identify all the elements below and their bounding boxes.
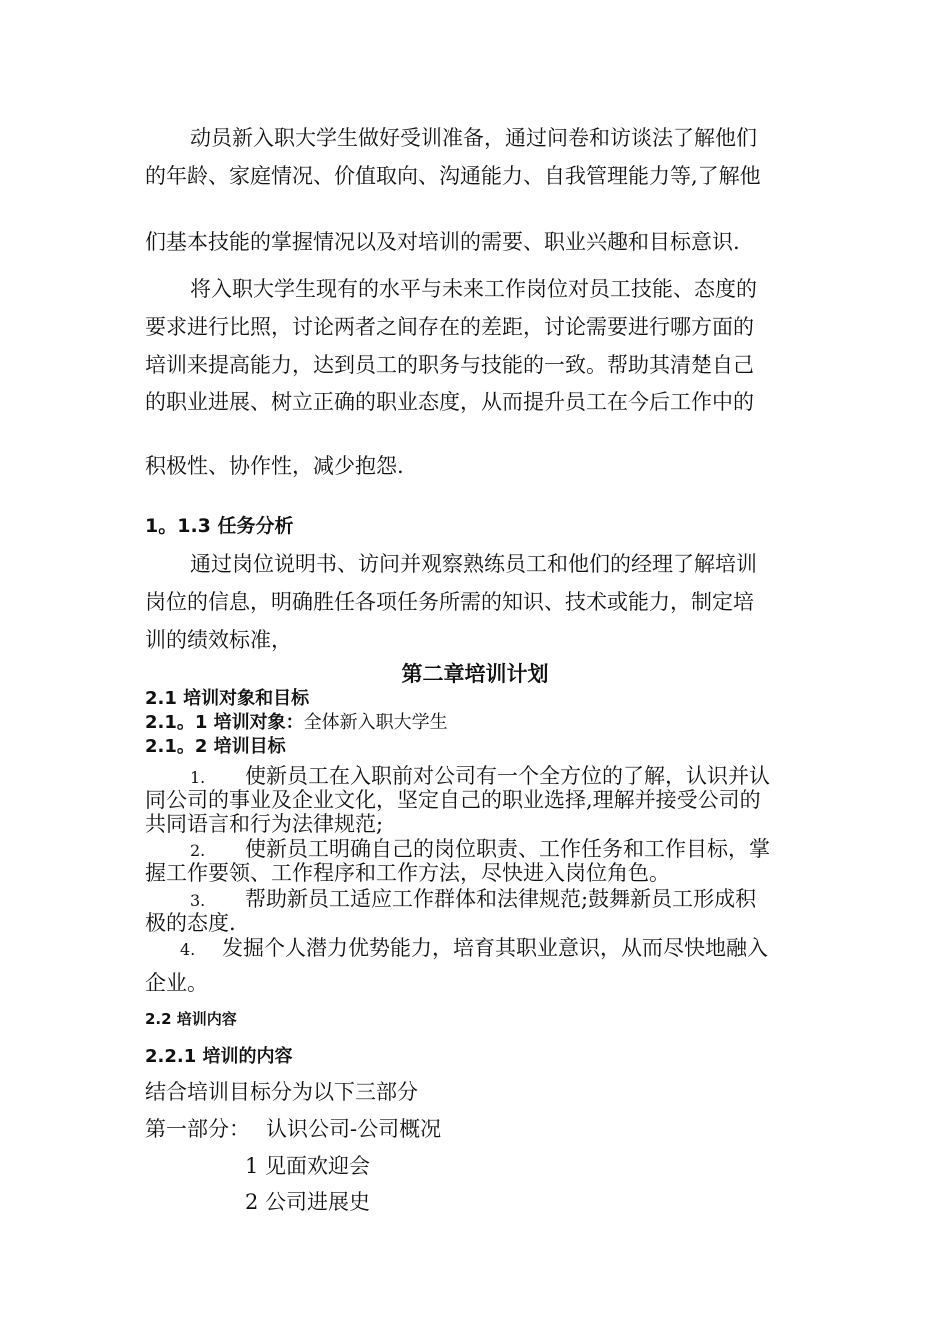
- list-item-line: 同公司的事业及企业文化，坚定自己的职业选择,理解并接受公司的: [145, 788, 761, 812]
- paragraph-line: 结合培训目标分为以下三部分: [145, 1080, 418, 1104]
- paragraph-line: 们基本技能的掌握情况以及对培训的需要、职业兴趣和目标意识.: [145, 230, 740, 254]
- list-number: 4.: [180, 940, 196, 959]
- section-heading-2-2: 2.2 培训内容: [145, 1010, 237, 1028]
- paragraph-line: 训的绩效标准，: [145, 628, 292, 652]
- section-heading-2-2-1: 2.2.1 培训的内容: [145, 1046, 293, 1067]
- list-number: 2.: [190, 841, 206, 860]
- part-line: [145, 1113, 441, 1143]
- list-number: 1.: [190, 768, 206, 787]
- heading-label: 2.1。1 培训对象：: [145, 712, 304, 733]
- list-text: 发掘个人潜力优势能力，培育其职业意识，从而尽快地融入: [222, 936, 768, 960]
- list-item-line: 握工作要领、工作程序和工作方法，尽快进入岗位角色。: [145, 861, 670, 885]
- list-text: 帮助新员工适应工作群体和法律规范;鼓舞新员工形成积: [245, 887, 757, 911]
- list-item: [180, 932, 768, 962]
- list-item: [190, 883, 756, 913]
- paragraph-line: 要求进行比照，讨论两者之间存在的差距，讨论需要进行哪方面的: [145, 315, 754, 339]
- section-heading-2-1-1: [145, 708, 448, 734]
- paragraph-line: 培训来提高能力，达到员工的职务与技能的一致。帮助其清楚自己: [145, 353, 754, 377]
- paragraph-line: 的职业进展、树立正确的职业态度，从而提升员工在今后工作中的: [145, 390, 754, 414]
- paragraph-line: 将入职大学生现有的水平与未来工作岗位对员工技能、态度的: [190, 277, 757, 301]
- section-heading-2-1: 2.1 培训对象和目标: [145, 688, 310, 709]
- chapter-title: 第二章培训计划: [401, 662, 549, 686]
- paragraph-line: 的年龄、家庭情况、价值取向、沟通能力、自我管理能力等,了解他: [145, 164, 761, 188]
- list-text: 使新员工在入职前对公司有一个全方位的了解，认识并认: [245, 764, 770, 788]
- paragraph-line: 动员新入职大学生做好受训准备，通过问卷和访谈法了解他们: [190, 126, 757, 150]
- paragraph-line: 通过岗位说明书、访问并观察熟练员工和他们的经理了解培训: [190, 552, 757, 576]
- section-heading-1-1-3: 1。1.3 任务分析: [145, 515, 294, 537]
- section-heading-2-1-2: 2.1。2 培训目标: [145, 736, 286, 757]
- part-label: 第一部分：: [145, 1117, 250, 1141]
- list-item: 1 见面欢迎会: [245, 1154, 371, 1178]
- list-item: 2 公司进展史: [245, 1190, 371, 1214]
- list-item-line: 共同语言和行为法律规范;: [145, 812, 384, 836]
- list-number: 3.: [190, 891, 206, 910]
- part-value: 认识公司-公司概况: [266, 1117, 442, 1141]
- list-text: 使新员工明确自己的岗位职责、工作任务和工作目标，掌: [245, 837, 770, 861]
- paragraph-line: 积极性、协作性，减少抱怨.: [145, 454, 404, 478]
- heading-value: 全体新入职大学生: [303, 712, 448, 733]
- paragraph-line: 岗位的信息，明确胜任各项任务所需的知识、技术或能力，制定培: [145, 590, 754, 614]
- list-item-line: 企业。: [145, 971, 208, 995]
- list-item-line: 极的态度.: [145, 911, 236, 935]
